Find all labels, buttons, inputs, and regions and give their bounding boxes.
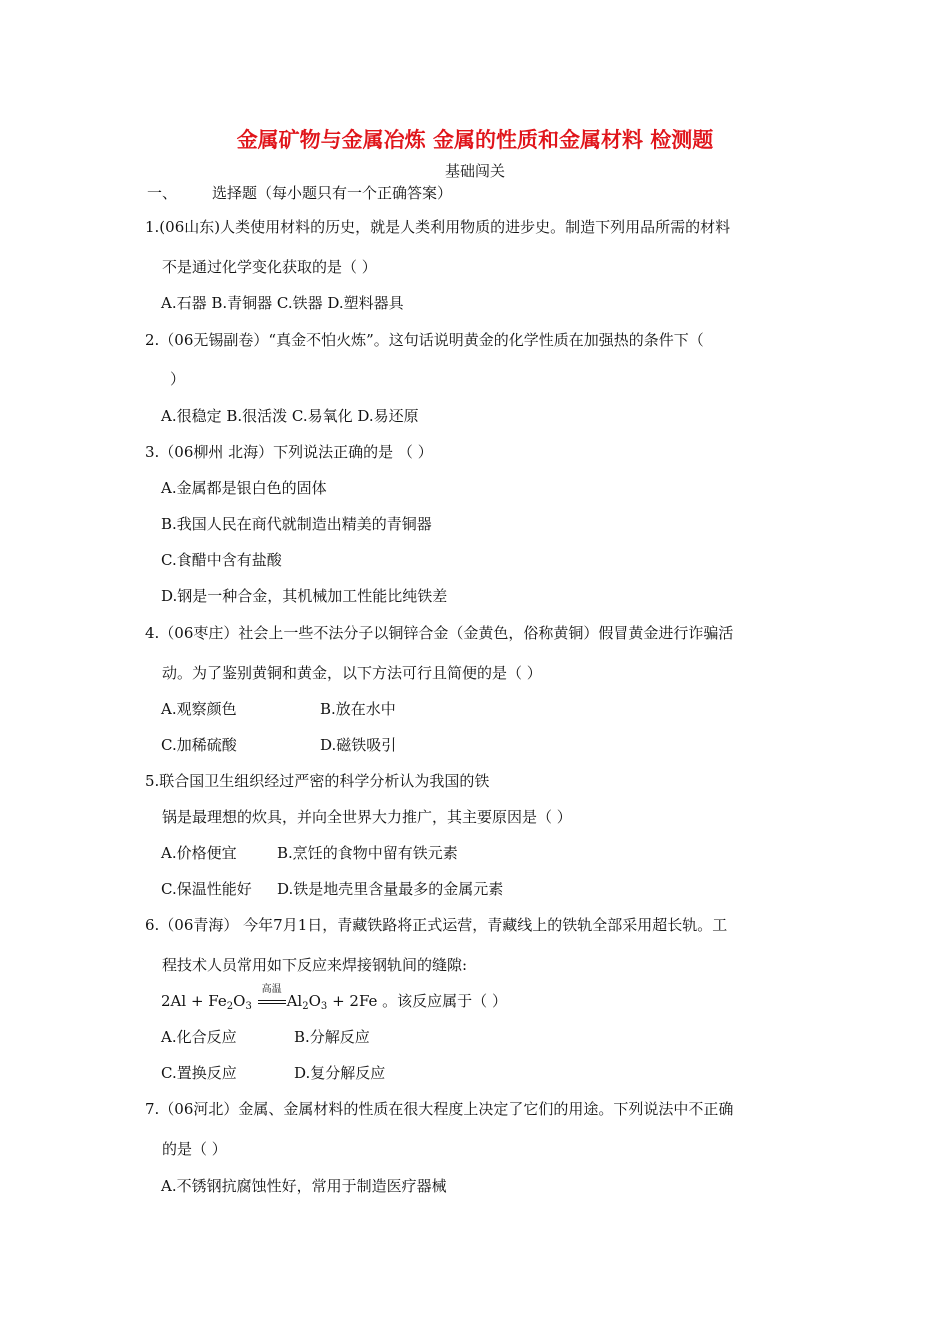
- q5-stem-line1: 5.联合国卫生组织经过严密的科学分析认为我国的铁: [145, 772, 490, 790]
- section-label: 选择题（每小题只有一个正确答案）: [212, 184, 453, 202]
- q7-option-a: A.不锈钢抗腐蚀性好，常用于制造医疗器械: [161, 1177, 447, 1195]
- q6-option-c: C.置换反应: [161, 1064, 237, 1082]
- q2-stem-line2: ）: [170, 370, 186, 388]
- section-number: 一、: [147, 184, 178, 202]
- q6-stem-line2: 程技术人员常用如下反应来焊接钢轨间的缝隙:: [162, 956, 468, 974]
- q3-option-c: C.食醋中含有盐酸: [161, 551, 282, 569]
- page-title: 金属矿物与金属冶炼 金属的性质和金属材料 检测题: [236, 127, 714, 152]
- q3-stem: 3.（06柳州 北海）下列说法正确的是 （ ）: [145, 443, 433, 461]
- q6-option-a: A.化合反应: [161, 1028, 237, 1046]
- q3-option-d: D.钢是一种合金，其机械加工性能比纯铁差: [161, 587, 448, 605]
- q2-stem-line1: 2.（06无锡副卷）“真金不怕火炼”。这句话说明黄金的化学性质在加强热的条件下（: [145, 331, 704, 349]
- q4-stem-line2: 动。为了鉴别黄铜和黄金，以下方法可行且简便的是（ ）: [162, 664, 542, 682]
- q4-option-a: A.观察颜色: [161, 700, 237, 718]
- q6-option-b: B.分解反应: [294, 1028, 370, 1046]
- q5-option-a: A.价格便宜: [161, 844, 237, 862]
- q5-stem-line2: 锅是最理想的炊具，并向全世界大力推广，其主要原因是（ ）: [162, 808, 572, 826]
- q4-option-d: D.磁铁吸引: [320, 736, 397, 754]
- reaction-condition: 高温: [261, 984, 282, 995]
- q6-stem-line1: 6.（06青海） 今年7月1日，青藏铁路将正式运营，青藏线上的铁轨全部采用超长轨。工: [145, 916, 728, 934]
- q3-option-b: B.我国人民在商代就制造出精美的青铜器: [161, 515, 432, 533]
- q3-option-a: A.金属都是银白色的固体: [161, 479, 327, 497]
- q7-stem-line2: 的是（ ）: [162, 1140, 227, 1158]
- q4-option-c: C.加稀硫酸: [161, 736, 237, 754]
- q6-equation: $2Al + Fe_2O_3$ 高温 $Al_2O_3 + 2Fe$ 。该反应属于（ ）: [161, 990, 507, 1012]
- q5-option-c: C.保温性能好: [161, 880, 252, 898]
- q1-options: A.石器 B.青铜器 C.铁器 D.塑料器具: [161, 294, 404, 312]
- q7-stem-line1: 7.（06河北）金属、金属材料的性质在很大程度上决定了它们的用途。下列说法中不正确: [145, 1100, 734, 1118]
- q5-option-b: B.烹饪的食物中留有铁元素: [277, 844, 458, 862]
- reaction-arrow: [257, 984, 287, 1010]
- q2-options: A.很稳定 B.很活泼 C.易氧化 D.易还原: [161, 407, 419, 425]
- q6-option-d: D.复分解反应: [294, 1064, 386, 1082]
- q4-stem-line1: 4.（06枣庄）社会上一些不法分子以铜锌合金（金黄色，俗称黄铜）假冒黄金进行诈骗活: [145, 624, 734, 642]
- q5-option-d: D.铁是地壳里含量最多的金属元素: [277, 880, 504, 898]
- q1-stem-line2: 不是通过化学变化获取的是（ ）: [162, 258, 377, 276]
- q4-option-b: B.放在水中: [320, 700, 396, 718]
- q1-stem-line1: 1.(06山东)人类使用材料的历史，就是人类利用物质的进步史。制造下列用品所需的材料: [145, 218, 731, 236]
- page-subtitle: 基础闯关: [444, 162, 505, 180]
